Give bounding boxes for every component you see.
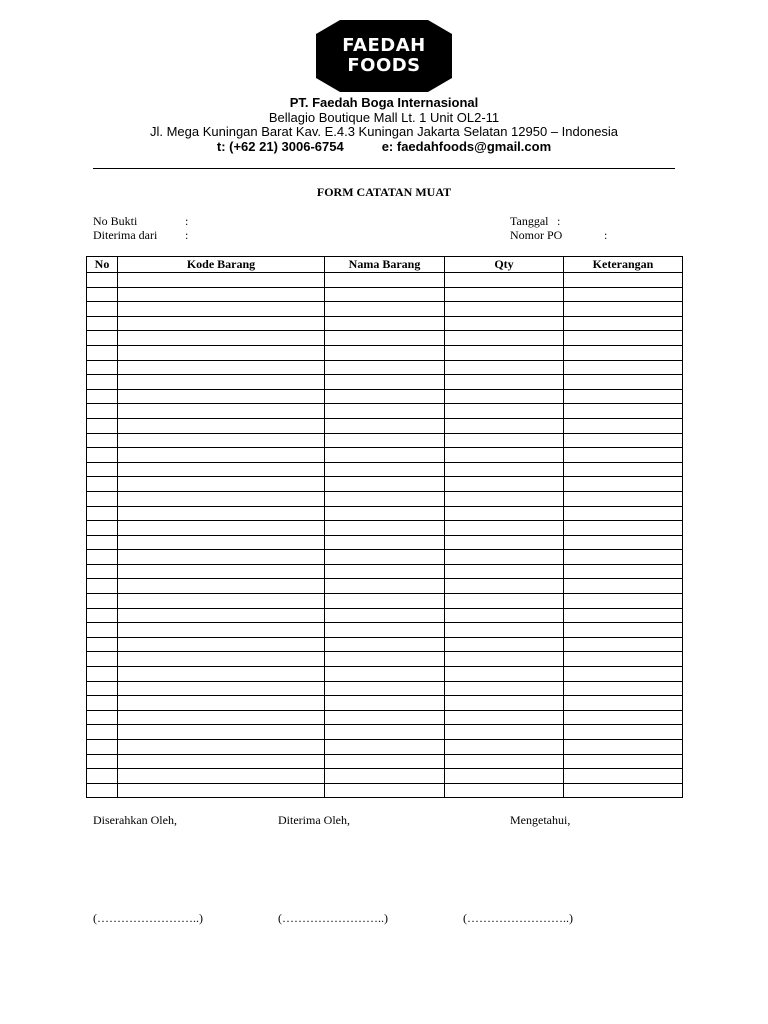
table-row (87, 550, 683, 565)
header-qty: Qty (445, 257, 564, 273)
table-cell (564, 521, 683, 536)
table-cell (564, 345, 683, 360)
table-cell (118, 462, 325, 477)
table-cell (564, 550, 683, 565)
table-cell (87, 594, 118, 609)
table-cell (87, 696, 118, 711)
table-cell (325, 594, 445, 609)
table-cell (325, 623, 445, 638)
table-cell (564, 754, 683, 769)
address-line-2: Jl. Mega Kuningan Barat Kav. E.4.3 Kuningan Jakarta Selatan 12950 – Indonesia (149, 124, 619, 139)
table-cell (325, 302, 445, 317)
table-row (87, 681, 683, 696)
table-cell (118, 608, 325, 623)
table-cell (325, 360, 445, 375)
table-cell (87, 331, 118, 346)
table-cell (87, 754, 118, 769)
table-cell (325, 535, 445, 550)
table-cell (445, 302, 564, 317)
header-divider (93, 168, 675, 169)
table-cell (445, 316, 564, 331)
table-row (87, 637, 683, 652)
table-cell (325, 710, 445, 725)
table-cell (564, 623, 683, 638)
table-row (87, 783, 683, 798)
table-cell (445, 404, 564, 419)
table-row (87, 389, 683, 404)
table-row (87, 491, 683, 506)
table-cell (564, 433, 683, 448)
table-cell (564, 491, 683, 506)
table-cell (564, 477, 683, 492)
table-row (87, 418, 683, 433)
table-row (87, 506, 683, 521)
table-cell (87, 652, 118, 667)
table-cell (325, 637, 445, 652)
table-cell (445, 667, 564, 682)
table-row (87, 594, 683, 609)
table-cell (87, 462, 118, 477)
table-cell (325, 696, 445, 711)
table-cell (87, 404, 118, 419)
table-cell (325, 331, 445, 346)
table-cell (87, 550, 118, 565)
table-cell (445, 696, 564, 711)
table-cell (87, 418, 118, 433)
table-cell (87, 725, 118, 740)
table-row (87, 462, 683, 477)
table-cell (564, 418, 683, 433)
table-cell (325, 667, 445, 682)
table-cell (118, 754, 325, 769)
table-cell (87, 302, 118, 317)
company-name: PT. Faedah Boga Internasional (289, 95, 479, 110)
table-row (87, 740, 683, 755)
table-cell (87, 681, 118, 696)
mengetahui-label: Mengetahui, (510, 813, 571, 827)
table-cell (564, 769, 683, 784)
table-row (87, 331, 683, 346)
table-cell (445, 535, 564, 550)
table-cell (325, 273, 445, 288)
table-cell (564, 316, 683, 331)
table-cell (564, 302, 683, 317)
table-row (87, 477, 683, 492)
table-cell (445, 389, 564, 404)
table-cell (118, 783, 325, 798)
table-row (87, 316, 683, 331)
table-cell (325, 725, 445, 740)
table-row (87, 448, 683, 463)
table-cell (445, 608, 564, 623)
table-row (87, 579, 683, 594)
table-cell (445, 681, 564, 696)
table-cell (325, 462, 445, 477)
table-cell (87, 637, 118, 652)
phone-text: t: (+62 21) 3006-6754 (216, 139, 344, 154)
table-cell (87, 477, 118, 492)
table-cell (564, 331, 683, 346)
table-cell (87, 783, 118, 798)
table-cell (445, 273, 564, 288)
table-cell (87, 375, 118, 390)
table-cell (325, 506, 445, 521)
table-cell (118, 418, 325, 433)
table-row (87, 404, 683, 419)
table-row (87, 375, 683, 390)
table-cell (118, 360, 325, 375)
table-cell (118, 725, 325, 740)
table-body (87, 273, 683, 798)
nomor-po-colon: : (604, 228, 608, 242)
table-cell (118, 667, 325, 682)
items-table (86, 256, 683, 798)
table-row (87, 608, 683, 623)
table-cell (564, 652, 683, 667)
table-row (87, 535, 683, 550)
table-cell (87, 273, 118, 288)
tanggal-colon: : (557, 214, 561, 228)
no-bukti-label: No Bukti (93, 214, 138, 228)
table-cell (87, 491, 118, 506)
table-cell (564, 506, 683, 521)
table-cell (445, 623, 564, 638)
table-cell (118, 521, 325, 536)
table-cell (564, 448, 683, 463)
table-cell (325, 448, 445, 463)
table-cell (445, 448, 564, 463)
table-cell (118, 345, 325, 360)
table-cell (118, 550, 325, 565)
table-cell (445, 491, 564, 506)
table-cell (118, 287, 325, 302)
table-cell (118, 389, 325, 404)
diterima-label: Diterima Oleh, (278, 813, 350, 827)
table-cell (118, 710, 325, 725)
table-cell (564, 287, 683, 302)
table-row (87, 754, 683, 769)
table-row (87, 360, 683, 375)
table-cell (445, 783, 564, 798)
table-cell (325, 345, 445, 360)
table-cell (445, 506, 564, 521)
table-cell (325, 579, 445, 594)
table-cell (118, 696, 325, 711)
table-cell (118, 637, 325, 652)
table-cell (87, 579, 118, 594)
table-cell (87, 287, 118, 302)
table-cell (564, 740, 683, 755)
table-cell (87, 608, 118, 623)
table-cell (564, 579, 683, 594)
table-cell (87, 667, 118, 682)
table-cell (445, 725, 564, 740)
diterima-dari-colon: : (185, 228, 189, 242)
table-row (87, 273, 683, 288)
table-cell (564, 389, 683, 404)
header-no: No (87, 257, 118, 273)
form-title: FORM CATATAN MUAT (316, 185, 452, 199)
table-cell (325, 316, 445, 331)
table-row (87, 667, 683, 682)
table-cell (445, 769, 564, 784)
table-row (87, 345, 683, 360)
table-cell (564, 725, 683, 740)
table-cell (118, 448, 325, 463)
table-cell (564, 594, 683, 609)
table-cell (118, 404, 325, 419)
table-cell (325, 433, 445, 448)
tanggal-label: Tanggal (510, 214, 549, 228)
table-cell (325, 564, 445, 579)
table-cell (445, 418, 564, 433)
table-cell (325, 608, 445, 623)
table-row (87, 433, 683, 448)
table-cell (325, 681, 445, 696)
table-cell (564, 783, 683, 798)
table-cell (118, 535, 325, 550)
table-cell (118, 477, 325, 492)
table-cell (564, 710, 683, 725)
table-cell (564, 375, 683, 390)
company-logo (316, 20, 452, 92)
table-cell (118, 375, 325, 390)
table-cell (87, 448, 118, 463)
signature-blank-2: (……………………..) (278, 911, 388, 925)
table-cell (325, 491, 445, 506)
table-cell (325, 754, 445, 769)
table-cell (325, 404, 445, 419)
table-cell (445, 345, 564, 360)
table-cell (325, 652, 445, 667)
table-cell (87, 345, 118, 360)
no-bukti-colon: : (185, 214, 189, 228)
table-cell (564, 608, 683, 623)
table-cell (564, 667, 683, 682)
table-row (87, 564, 683, 579)
table-cell (564, 535, 683, 550)
table-cell (87, 710, 118, 725)
nomor-po-label: Nomor PO (510, 228, 563, 242)
table-cell (325, 375, 445, 390)
table-cell (445, 433, 564, 448)
logo-text: FAEDAH FOODS (342, 35, 426, 76)
table-row (87, 521, 683, 536)
table-cell (445, 594, 564, 609)
signature-blank-3: (……………………..) (463, 911, 573, 925)
table-cell (118, 579, 325, 594)
table-cell (87, 389, 118, 404)
table-cell (564, 637, 683, 652)
table-cell (118, 491, 325, 506)
table-cell (87, 740, 118, 755)
table-cell (445, 521, 564, 536)
table-cell (87, 360, 118, 375)
table-cell (445, 637, 564, 652)
table-cell (325, 550, 445, 565)
table-cell (445, 740, 564, 755)
table-row (87, 652, 683, 667)
address-line-1: Bellagio Boutique Mall Lt. 1 Unit OL2-11 (268, 110, 500, 125)
table-cell (564, 273, 683, 288)
table-cell (564, 681, 683, 696)
table-cell (445, 477, 564, 492)
table-cell (87, 769, 118, 784)
table-cell (118, 331, 325, 346)
table-cell (87, 521, 118, 536)
table-cell (445, 287, 564, 302)
table-cell (118, 564, 325, 579)
header-keterangan: Keterangan (564, 257, 683, 273)
table-cell (445, 652, 564, 667)
table-cell (87, 506, 118, 521)
table-cell (118, 652, 325, 667)
table-cell (325, 769, 445, 784)
table-cell (445, 564, 564, 579)
table-row (87, 302, 683, 317)
table-row (87, 287, 683, 302)
header-kode-barang: Kode Barang (118, 257, 325, 273)
contact-line (0, 139, 768, 154)
diserahkan-label: Diserahkan Oleh, (93, 813, 177, 827)
table-cell (445, 579, 564, 594)
table-cell (445, 550, 564, 565)
table-cell (445, 331, 564, 346)
table-cell (118, 316, 325, 331)
table-cell (445, 360, 564, 375)
table-cell (445, 754, 564, 769)
table-cell (445, 462, 564, 477)
table-cell (87, 316, 118, 331)
table-cell (325, 287, 445, 302)
table-cell (118, 594, 325, 609)
table-cell (325, 783, 445, 798)
table-cell (118, 740, 325, 755)
table-cell (87, 564, 118, 579)
table-cell (118, 302, 325, 317)
signature-blank-1: (……………………..) (93, 911, 203, 925)
table-cell (118, 681, 325, 696)
table-cell (564, 462, 683, 477)
table-cell (118, 433, 325, 448)
table-row (87, 710, 683, 725)
table-cell (564, 404, 683, 419)
table-cell (564, 360, 683, 375)
table-header-row (87, 257, 683, 273)
table-row (87, 725, 683, 740)
table-cell (325, 477, 445, 492)
table-cell (118, 506, 325, 521)
email-text: e: faedahfoods@gmail.com (381, 139, 552, 154)
table-cell (87, 623, 118, 638)
table-cell (445, 375, 564, 390)
table-cell (564, 696, 683, 711)
table-cell (325, 740, 445, 755)
table-cell (87, 433, 118, 448)
table-row (87, 623, 683, 638)
diterima-dari-label: Diterima dari (93, 228, 158, 242)
table-cell (87, 535, 118, 550)
table-cell (118, 769, 325, 784)
table-row (87, 769, 683, 784)
table-cell (325, 418, 445, 433)
table-cell (118, 273, 325, 288)
table-cell (118, 623, 325, 638)
table-row (87, 696, 683, 711)
table-cell (325, 521, 445, 536)
table-cell (564, 564, 683, 579)
table-cell (325, 389, 445, 404)
header-nama-barang: Nama Barang (325, 257, 445, 273)
table-cell (445, 710, 564, 725)
